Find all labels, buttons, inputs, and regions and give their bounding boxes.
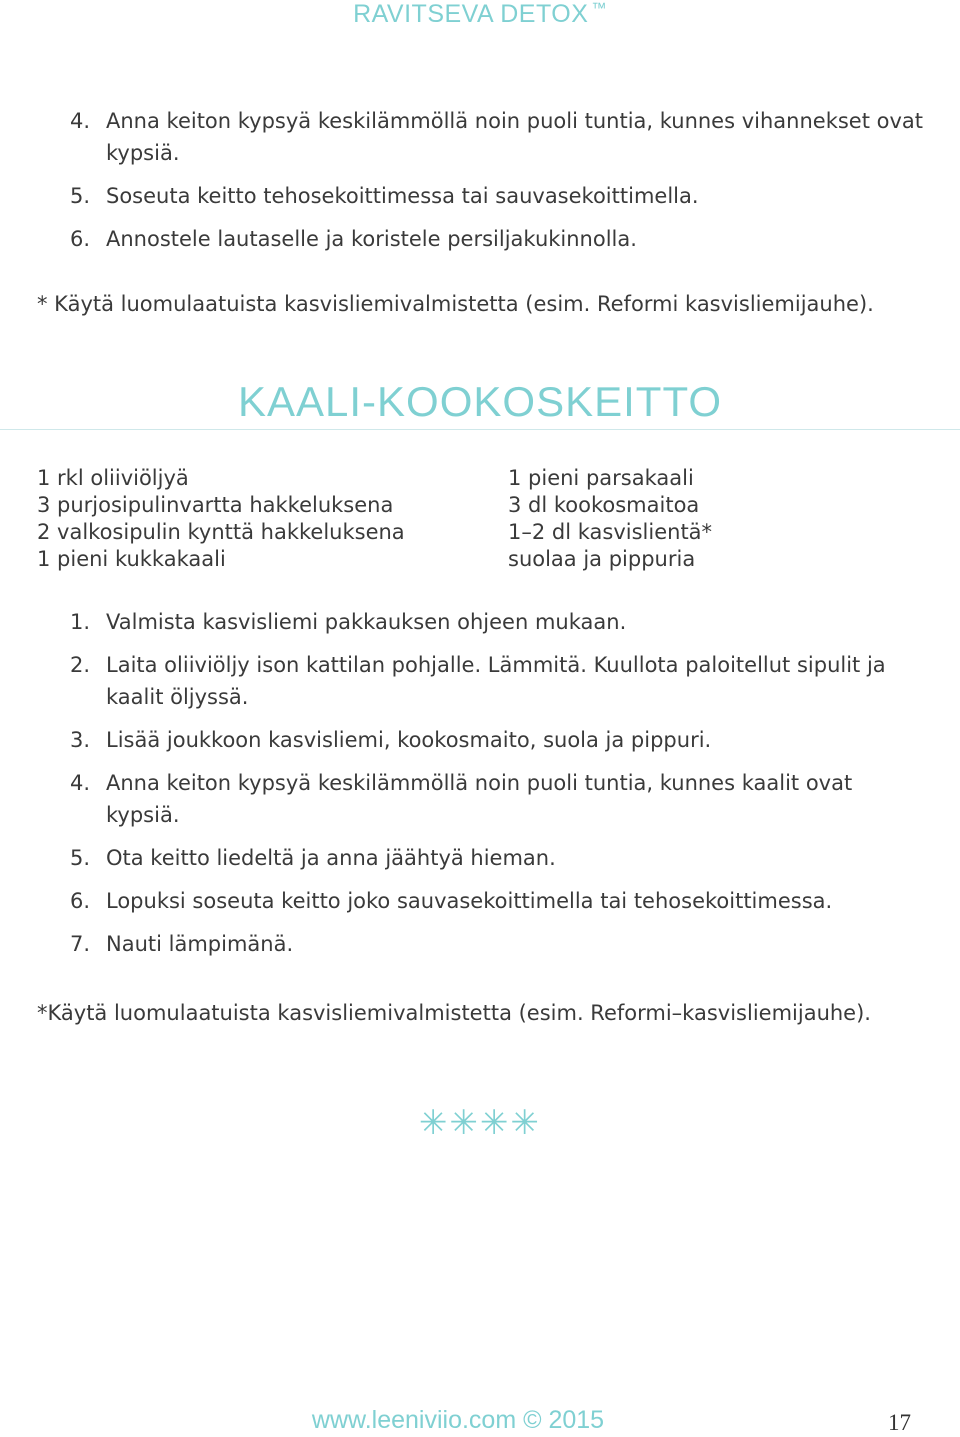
list-item bbox=[70, 105, 930, 169]
step-text: Anna keiton kypsyä keskilämmöllä noin puoli tuntia, kunnes kaalit ovat kypsiä. bbox=[106, 771, 853, 827]
list-item bbox=[70, 885, 930, 917]
list-item bbox=[70, 724, 930, 756]
title-divider bbox=[0, 429, 960, 430]
step-number: 6. bbox=[70, 889, 91, 913]
recipe-note: *Käytä luomulaatuista kasvisliemivalmistetta (esim. Reformi–kasvisliemijauhe). bbox=[37, 1001, 871, 1025]
page-number: 17 bbox=[888, 1410, 911, 1435]
step-text: Laita oliiviöljy ison kattilan pohjalle. Lämmitä. Kuullota paloitellut sipulit ja kaalit öljyssä. bbox=[106, 653, 886, 709]
step-number: 5. bbox=[70, 846, 91, 870]
trademark-symbol: ™ bbox=[591, 0, 607, 17]
step-number: 1. bbox=[70, 610, 91, 634]
list-item bbox=[70, 649, 930, 713]
step-number: 7. bbox=[70, 932, 91, 956]
step-number: 6. bbox=[70, 227, 91, 251]
step-number: 4. bbox=[70, 109, 91, 133]
ingredient-item: suolaa ja pippuria bbox=[508, 547, 696, 571]
ingredient-item: 3 dl kookosmaitoa bbox=[508, 493, 700, 517]
list-item bbox=[70, 606, 930, 638]
recipe-title: KAALI-KOOKOSKEITTO bbox=[237, 378, 723, 425]
list-item bbox=[70, 180, 930, 212]
ingredient-item: 1 pieni kukkakaali bbox=[37, 547, 226, 571]
step-number: 5. bbox=[70, 184, 91, 208]
list-item bbox=[70, 223, 930, 255]
step-number: 2. bbox=[70, 653, 91, 677]
ingredient-item: 2 valkosipulin kynttä hakkeluksena bbox=[37, 520, 405, 544]
star-divider: ✳✳✳✳ bbox=[419, 1103, 541, 1143]
step-text: Ota keitto liedeltä ja anna jäähtyä hieman. bbox=[106, 846, 556, 870]
step-text: Anna keiton kypsyä keskilämmöllä noin puoli tuntia, kunnes vihannekset ovat kypsiä. bbox=[106, 109, 924, 165]
list-item bbox=[70, 928, 930, 960]
list-item bbox=[70, 767, 930, 831]
brand-header bbox=[0, 0, 960, 29]
recipe-steps bbox=[70, 606, 930, 971]
previous-recipe-steps bbox=[70, 105, 930, 266]
step-text: Lisää joukkoon kasvisliemi, kookosmaito, suola ja pippuri. bbox=[106, 728, 712, 752]
footer-website: www.leeniviio.com © 2015 bbox=[311, 1406, 605, 1434]
step-text: Nauti lämpimänä. bbox=[106, 932, 294, 956]
step-text: Soseuta keitto tehosekoittimessa tai sauvasekoittimella. bbox=[106, 184, 699, 208]
ingredient-item: 1–2 dl kasvislientä* bbox=[508, 520, 713, 544]
list-item bbox=[70, 842, 930, 874]
ingredient-item: 3 purjosipulinvartta hakkeluksena bbox=[37, 493, 394, 517]
ingredients-right-column bbox=[508, 465, 712, 573]
step-text: Valmista kasvisliemi pakkauksen ohjeen mukaan. bbox=[106, 610, 627, 634]
brand-name: RAVITSEVA DETOX bbox=[353, 0, 589, 28]
step-number: 3. bbox=[70, 728, 91, 752]
ingredient-item: 1 pieni parsakaali bbox=[508, 466, 694, 490]
ingredients-left-column bbox=[37, 465, 405, 573]
previous-recipe-note: * Käytä luomulaatuista kasvisliemivalmistetta (esim. Reformi kasvisliemijauhe). bbox=[37, 292, 874, 316]
step-number: 4. bbox=[70, 771, 91, 795]
step-text: Lopuksi soseuta keitto joko sauvasekoittimella tai tehosekoittimessa. bbox=[106, 889, 833, 913]
step-text: Annostele lautaselle ja koristele persiljakukinnolla. bbox=[106, 227, 637, 251]
ingredient-item: 1 rkl oliiviöljyä bbox=[37, 466, 189, 490]
